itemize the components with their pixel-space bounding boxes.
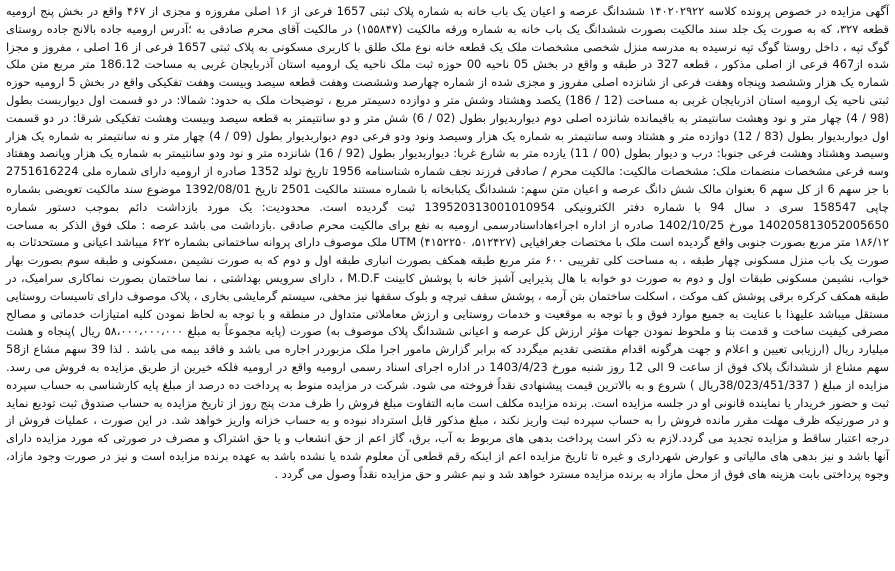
auction-notice-text: آگهی مزایده در خصوص پرونده کلاسه ۱۴۰۲۰۲۹۲۲ ششدانگ عرصه و اعیان یک باب خانه به شماره پلاک ثبتی 1657 فرعی از ۱۶ اصلی مفروزه و مجزی از ۴۶۷ واقع در بخش پنج ارومیه قطعه ۳۲۷، که به صورت یک جلد سند مالکیت بصورت ششدانگ یک باب خانه به شماره ورقه مالکیت (۱۵۵۸۴۷) در مالکیت آقای محرم صادقی به ؛آدرس ارومیه جاده بالانج جاده روستای گوگ تپه ، داخل روستا گوگ تپه نرسیده به مدرسه منزل شخصی مشخصات ملک یک قطعه خانه نوع ملک طلق با کاربری مسکونی به پلاک ثبتی 1657 فرعی از 16 اصلی ، مفروز و مجزا شده از467 فرعی از اصلی مذکور ، قطعه 327 در طبقه و واقع در بخش 05 ناحیه 00 حوزه ثبت ملک ناحیه یک ارومیه استان آذربایجان غربی به مساحت 186.12 متر مربع متن ملک شماره یک هزار وششصد وپنجاه وهفت فرعی از شانزده اصلی مفروز و مجزی شده از شماره چهارصد وششصت وهفت قطعه سیصد وبیست وهفت تفکیکی واقع در بخش 5 ارومیه حوزه ثبتی ناحیه یک ارومیه استان اذربایجان غربی به مساحت (12 / 186) یکصد وهشتاد وشش متر و دوازده دسیمتر مربع ، توضیحات ملک به حدود: شمالا: در دو قسمت اول دیواربست بطول (98 / 4) چهار متر و نود وهشت سانتیمتر به باقیمانده شانزده اصلی دوم دیواربدیوار بطول (02 / 6) شش متر و دو سانتیمتر به قطعه سیصد وبیست وهشت تفکیکی شرقا: در دو قسمت اول دیواربدیوار بطول (83 / 12) دوازده متر و هشتاد وسه سانتیمتر به شماره یک هزار وسیصد ونود ودو فرعی دوم دیواربدیوار بطول (09 / 4) چهار متر و نه سانتیمتر به شماره یک هزار وسیصد وهشتاد وهشت فرعی جنوبا: درب و دیوار بطول (00 / 11) یازده متر به شارع غربا: دیواربدیوار بطول (92 / 16) شانزده متر و نود ودو سانتیمتر به شماره یک هزار وپانصد وهفتاد وسه فرعی مشخصات منضمات ملک: مشخصات مالکیت: مالکیت محرم / صادقی فرزند نجف شماره شناسنامه 1956 تاریخ تولد 1352 صادره از ارومیه دارای شماره ملی 2751616224 با جز سهم 6 از کل سهم 6 بعنوان مالک شش دانگ عرصه و اعیان متن سهم: ششدانگ یکبابخانه با شماره مستند مالکیت 2501 تاریخ 1392/08/01 موضوع سند مالکیت تعویضی بشماره چاپی 158547 سری د سال 94 با شماره دفتر الکترونیکی 139520313001010954 ثبت گردیده است. محدودیت: یک مورد بازداشت دائم بموجب دستور شماره 140205813052005650 مورخ 1402/10/25 صادره از اداره اجراءهاداسنادرسمی ارومیه به نفع برای مالکیت محرم صادقی .بازداشت می باشد عرصه : ملک فوق الذکر به مساحت ۱۸۶/۱۲ متر مربع بصورت جنوبی واقع گردیده است ملک با مختصات جغرافیایی UTM (۴۱۵۲۲۵۰ ،۵۱۲۴۲۷) ملک موصوف دارای پروانه ساختمانی بشماره ۶۲۲ میباشد اعیانی و مستحدثات به صورت یک باب منزل مسکونی چهار طبقه ، به مساحت کلی تقریبی ۶۰۰ متر مربع طبقه همکف بصورت انباری طبقه اول و دوم که به صورت نشیمن ،مسکونی و طبقه سوم بصورت بهار خواب، نشیمن مسکونی طبقات اول و دوم به صورت دو خوابه با هال پذیرایی آشپز خانه با پوشش کابینت M.D.F ، دارای سرویس بهداشتی ، نما ساختمان بصورت نماکاری سرامیک، در طبقه همکف کرکره برقی پوشش کف موکت ، اسکلت ساختمان بتن آرمه ، پوشش سقف تیرچه و بلوک سقفها نیز مخفی، سیستم گرمایشی بخاری ، پلاک موصوف دارای تاسیسات روستایی مستقل میباشد علیهذا با عنایت به جمیع موارد فوق و با توجه به موقعیت و خدمات روستایی و ارزش معاملاتی متداول در منطقه و با توجه به لحاظ نمودن کلیه امتیازات خدماتی و مصالح مصرفی کیفیت ساخت و قدمت بنا و ملحوظ نمودن جهات مؤثر ارزش کل عرصه و اعیانی ششدانگ پلاک موصوف به) صورت (پایه مجموعاً به مبلغ ۵۸،۰۰۰،۰۰۰،۰۰۰ ریال )پنجاه و هشت میلیارد ریال (ارزیابی تعیین و اعلام و جهت هرگونه اقدام مقتضی تقدیم میگردد که برابر گزارش مامور اجرا ملک مزبوردر اجاره می باشد و فاقد بیمه می باشد . لذا 39 سهم مشاع از58 سهم مشاع از ششدانگ پلاک فوق از ساعت 9 الی 12 روز شنبه مورخ 1403/4/23 در اداره اجرای اسناد رسمی ارومیه واقع در ارومیه فلکه خیرین از طریق مزایده به فروش می رسد. مزایده از مبلغ ( 38/023/451/337ریال ) شروع و به بالاترین قیمت پیشنهادی نقداً فروخته می شود. شرکت در مزایده منوط به پرداخت ده درصد از مبلغ پایه کارشناسی به حساب سپرده ثبت و حضور خریدار یا نماینده قانونی او در جلسه مزایده است. برنده مزایده مکلف است مابه التفاوت مبلغ فروش را ظرف مدت پنج روز از تاریخ مزایده به حساب صندوق ثبت تودیع نماید و در صورتیکه ظرف مهلت مقرر مانده فروش را به حساب سپرده ثبت واریز نکند ، مبلغ مذکور قابل استرداد نبوده و به حساب خزانه واریز خواهد شد. در این صورت ، عملیات فروش از درجه اعتبار ساقط و مزایده تجدید می گردد.لازم به ذکر است پرداخت بدهی های مربوط به آب، برق، گاز اعم از حق انشعاب و یا حق اشتراک و مصرف در صورتی که مورد مزایده دارای آنها باشد و نیز بدهی های مالیاتی و عوارض شهرداری و غیره تا تاریخ مزایده اعم از اینکه رقم قطعی آن معلوم شده یا نشده باشد به عهده برنده مزایده است و نیز در صورت وجود مازاد، وجوه پرداختی بابت هزینه های فوق از محل مازاد به برنده مزایده مسترد خواهد شد و نیم عشر و حق مزایده نقداً وصول می گردد .: [6, 4, 890, 481]
